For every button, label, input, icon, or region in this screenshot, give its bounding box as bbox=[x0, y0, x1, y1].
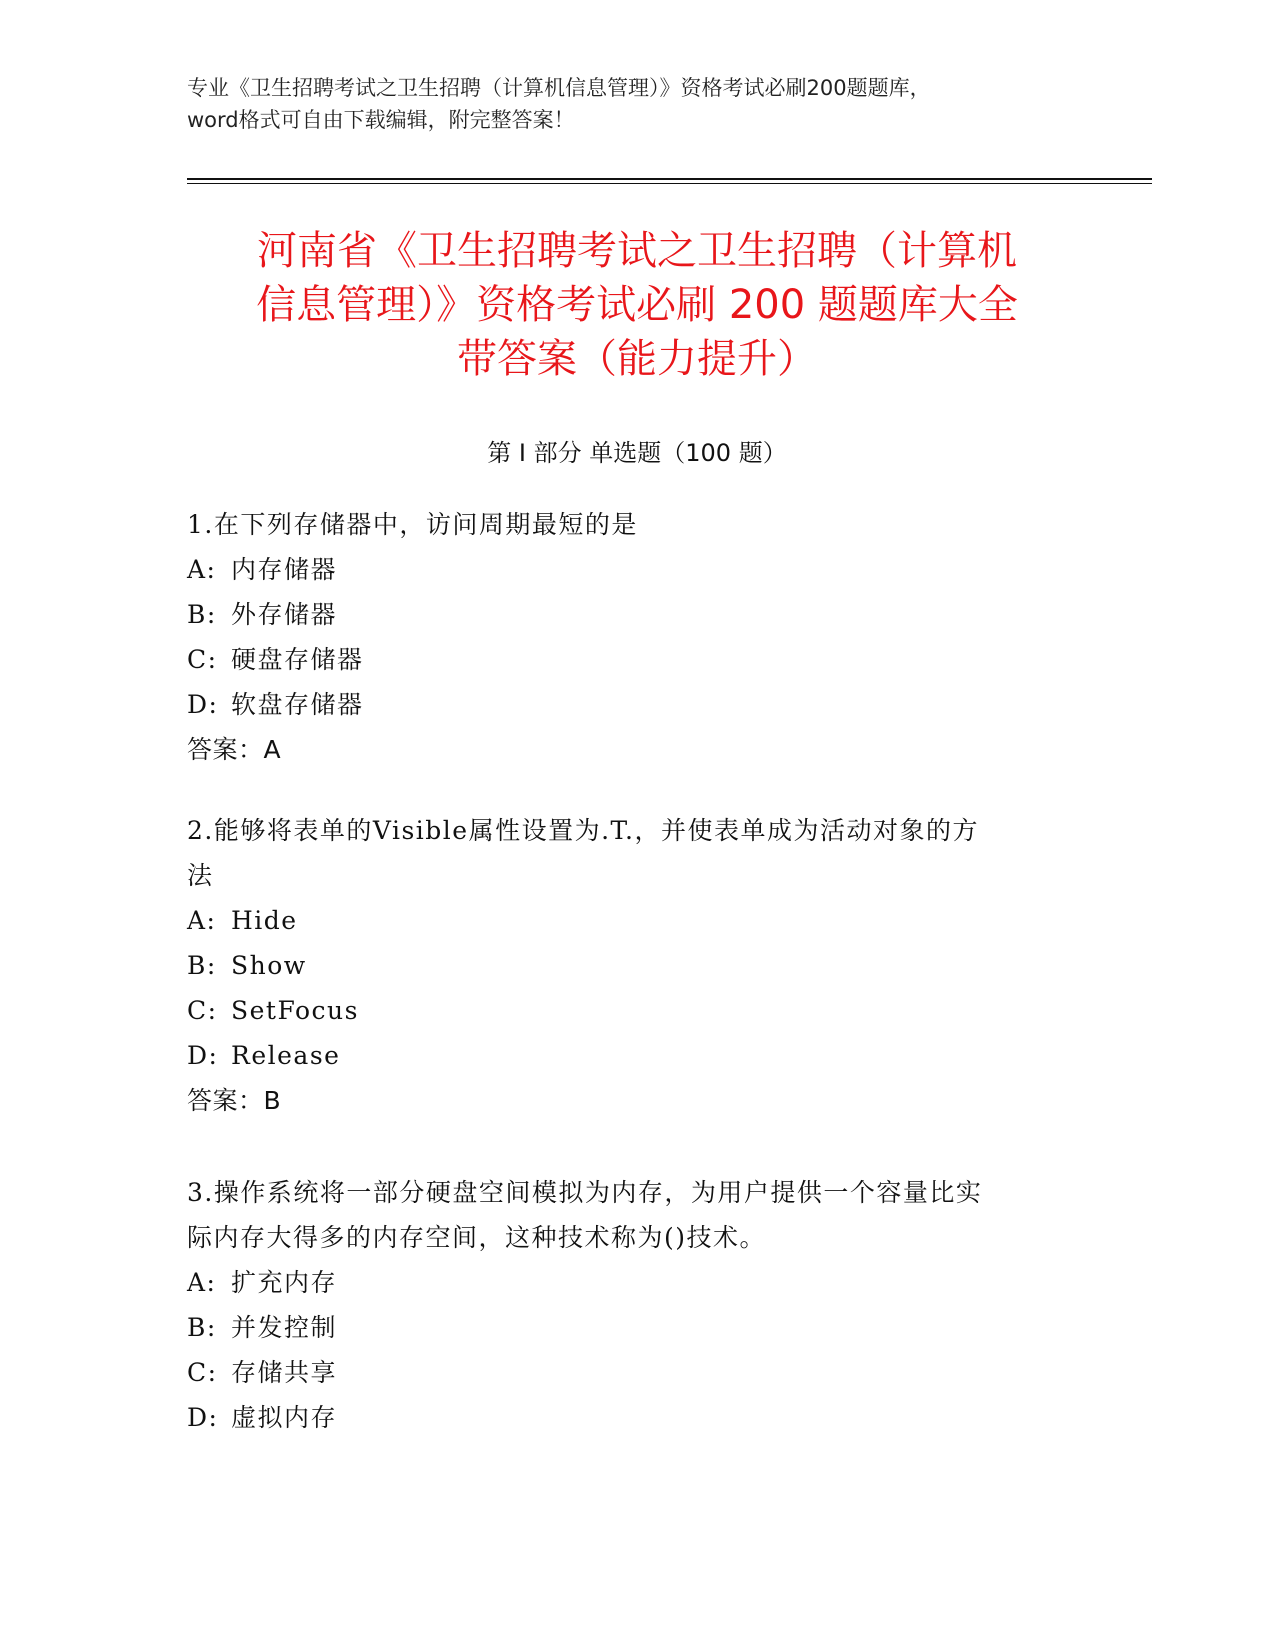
option-text: 硬盘存储器 bbox=[231, 645, 364, 674]
question-stem: 1.在下列存储器中，访问周期最短的是 bbox=[187, 510, 638, 539]
header-note bbox=[187, 72, 1087, 136]
header-note-line-2: word格式可自由下载编辑，附完整答案！ bbox=[187, 108, 575, 132]
option-text: 内存储器 bbox=[231, 555, 338, 584]
question-stem-line-2: 际内存大得多的内存空间，这种技术称为()技术。 bbox=[187, 1223, 767, 1252]
title-line-2: 信息管理）》资格考试必刷 200 题题库大全 bbox=[256, 282, 1018, 328]
title-line-3: 带答案（能力提升） bbox=[457, 336, 817, 382]
section-heading: 第 I 部分 单选题（100 题） bbox=[487, 439, 787, 467]
option-a bbox=[187, 1260, 1087, 1305]
option-label: B: bbox=[187, 1313, 217, 1342]
option-label: A: bbox=[187, 555, 217, 584]
option-label: A: bbox=[187, 906, 217, 935]
question-1 bbox=[187, 502, 1087, 772]
option-c bbox=[187, 1350, 1087, 1395]
option-text: 软盘存储器 bbox=[231, 690, 364, 719]
option-label: C: bbox=[187, 996, 218, 1025]
option-label: D: bbox=[187, 1403, 219, 1432]
option-d bbox=[187, 682, 1087, 727]
option-text: SetFocus bbox=[231, 996, 359, 1025]
title-line-1: 河南省《卫生招聘考试之卫生招聘（计算机 bbox=[257, 228, 1017, 274]
option-label: C: bbox=[187, 645, 218, 674]
option-b bbox=[187, 1305, 1087, 1350]
option-a bbox=[187, 898, 1087, 943]
option-d bbox=[187, 1033, 1087, 1078]
document-title bbox=[187, 224, 1087, 386]
option-b bbox=[187, 592, 1087, 637]
option-b bbox=[187, 943, 1087, 988]
option-c bbox=[187, 637, 1087, 682]
option-text: 并发控制 bbox=[231, 1313, 338, 1342]
answer: 答案：A bbox=[187, 735, 282, 764]
option-text: 外存储器 bbox=[231, 600, 338, 629]
option-d bbox=[187, 1395, 1087, 1440]
header-rule-thin bbox=[187, 183, 1152, 184]
question-2 bbox=[187, 808, 1087, 1123]
option-label: B: bbox=[187, 600, 217, 629]
option-c bbox=[187, 988, 1087, 1033]
option-a bbox=[187, 547, 1087, 592]
option-text: Hide bbox=[231, 906, 298, 935]
option-label: B: bbox=[187, 951, 217, 980]
option-text: 虚拟内存 bbox=[231, 1403, 338, 1432]
question-stem-line-1: 3.操作系统将一部分硬盘空间模拟为内存，为用户提供一个容量比实 bbox=[187, 1178, 983, 1207]
option-label: D: bbox=[187, 690, 219, 719]
question-stem-line-1: 2.能够将表单的Visible属性设置为.T.，并使表单成为活动对象的方 bbox=[187, 816, 979, 845]
header-rule-thick bbox=[187, 178, 1152, 180]
question-stem-line-2: 法 bbox=[187, 861, 214, 890]
option-text: 存储共享 bbox=[231, 1358, 338, 1387]
option-text: 扩充内存 bbox=[231, 1268, 338, 1297]
option-label: C: bbox=[187, 1358, 218, 1387]
answer: 答案：B bbox=[187, 1086, 282, 1115]
option-text: Release bbox=[231, 1041, 341, 1070]
question-3 bbox=[187, 1170, 1087, 1440]
option-label: A: bbox=[187, 1268, 217, 1297]
option-label: D: bbox=[187, 1041, 219, 1070]
option-text: Show bbox=[231, 951, 307, 980]
header-note-line-1: 专业《卫生招聘考试之卫生招聘（计算机信息管理）》资格考试必刷200题题库， bbox=[187, 76, 931, 100]
